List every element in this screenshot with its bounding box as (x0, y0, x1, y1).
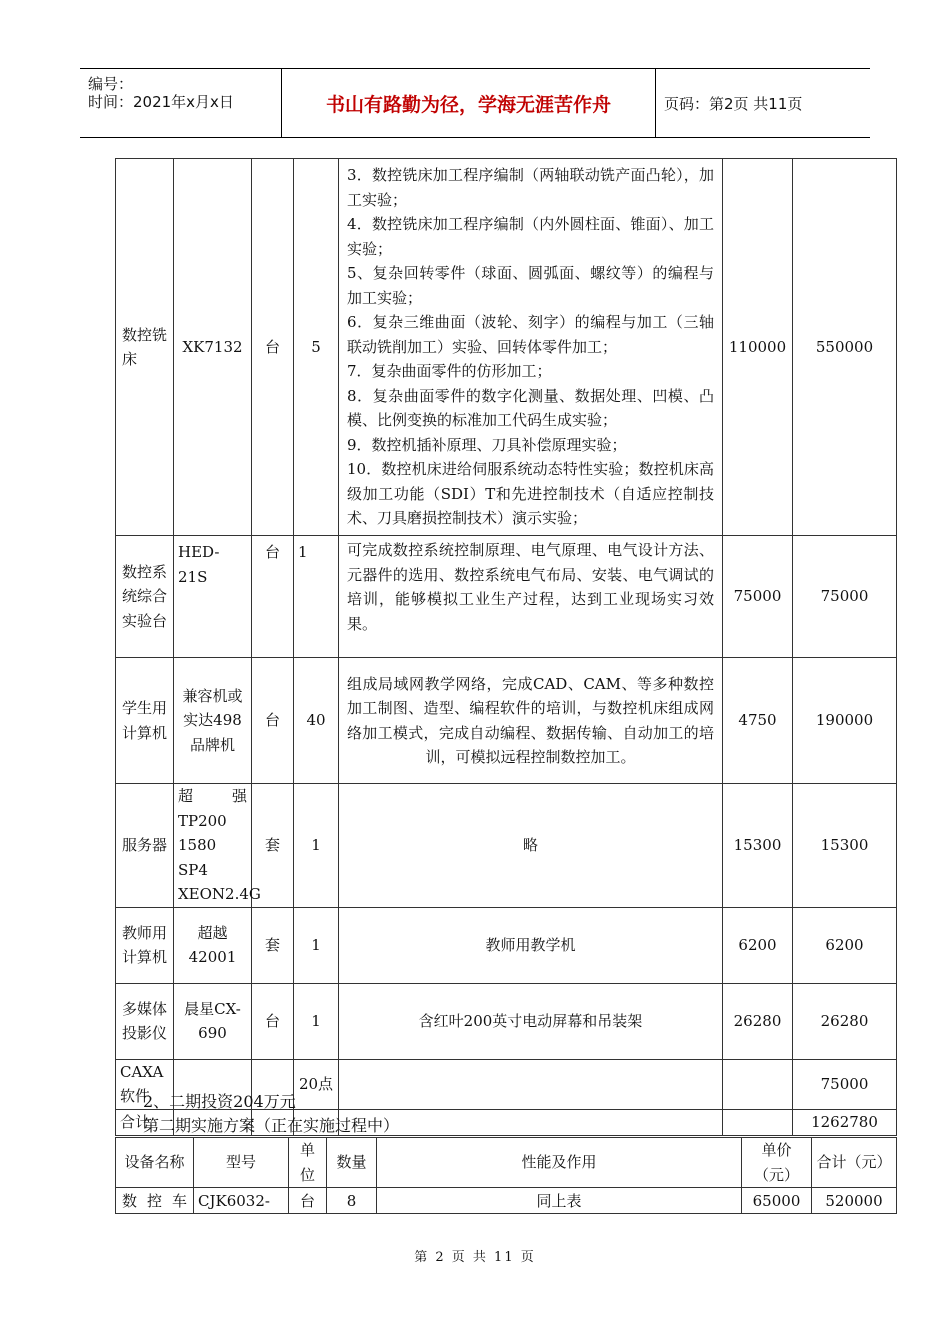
cell-perf: 同上表 (377, 1188, 742, 1214)
table-row (116, 1188, 897, 1214)
cell-perf: 教师用教学机 (339, 907, 723, 983)
phase2-subheading: 第二期实施方案（正在实施过程中） (143, 1116, 400, 1135)
cell-name: 服务器 (116, 784, 174, 908)
empty-cell (723, 1109, 793, 1135)
cell-model: HED-21S (174, 536, 252, 658)
cell-perf: 可完成数控系统控制原理、电气原理、电气设计方法、元器件的选用、数控系统电气布局、安装、电气调试的培训，能够模拟工业生产过程，达到工业现场实习效果。 (339, 536, 723, 658)
cell-unit: 台 (289, 1188, 327, 1214)
cell-unit: 台 (252, 983, 294, 1059)
cell-model: CJK6032- (194, 1188, 289, 1214)
cell-name: 数控车 (116, 1188, 194, 1214)
cell-model: 超越42001 (174, 907, 252, 983)
cell-total: 520000 (812, 1188, 897, 1214)
cell-qty: 20点 (294, 1059, 339, 1109)
number-label: 编号： (88, 75, 134, 93)
cell-qty: 1 (294, 983, 339, 1059)
cell-total: 190000 (793, 658, 897, 784)
cell-unit: 台 (252, 536, 294, 658)
time-label: 时间：2021年x月x日 (88, 93, 234, 111)
sum-label: 合计 (116, 1109, 174, 1135)
table-row (116, 907, 897, 983)
cell-name: 教师用计算机 (116, 907, 174, 983)
cell-model: XK7132 (174, 159, 252, 536)
page-header (80, 68, 870, 138)
perf-line: 5、复杂回转零件（球面、圆弧面、螺纹等）的编程与加工实验； (347, 264, 714, 307)
cell-qty: 8 (327, 1188, 377, 1214)
cell-name: CAXA软件 (116, 1059, 174, 1109)
cell-qty: 40 (294, 658, 339, 784)
cell-price: 6200 (723, 907, 793, 983)
cell-unit: 台 (252, 159, 294, 536)
cell-qty: 1 (294, 536, 339, 658)
phase2-table (115, 1137, 897, 1214)
header-row (116, 1138, 897, 1188)
col-header-qty: 数量 (327, 1138, 377, 1188)
perf-line: 4．数控铣床加工程序编制（内外圆柱面、锥面）、加工实验； (347, 215, 714, 258)
cell-perf: 组成局域网教学网络，完成CAD、CAM、等多种数控加工制图、造型、编程软件的培训，与数控机床组成网络加工模式，完成自动编程、数据传输、自动加工的培训，可模拟远程控制数控加工。 (339, 658, 723, 784)
cell-total: 15300 (793, 784, 897, 908)
perf-line: 7．复杂曲面零件的仿形加工； (347, 362, 552, 381)
col-header-perf: 性能及作用 (377, 1138, 742, 1188)
cell-name: 多媒体投影仪 (116, 983, 174, 1059)
table-row (116, 784, 897, 908)
perf-line: 6．复杂三维曲面（波轮、刻字）的编程与加工（三轴联动铣削加工）实验、回转体零件加工； (347, 313, 714, 356)
cell-model: 兼容机或实达498品牌机 (174, 658, 252, 784)
phase2-heading: 2、二期投资204万元 (143, 1092, 296, 1111)
cell-name: 学生用计算机 (116, 658, 174, 784)
cell-price: 26280 (723, 983, 793, 1059)
cell-total: 6200 (793, 907, 897, 983)
cell-model: 晨星CX-690 (174, 983, 252, 1059)
col-header-total: 合计（元） (812, 1138, 897, 1188)
cell-unit: 套 (252, 907, 294, 983)
perf-line: 10．数控机床进给伺服系统动态特性实验；数控机床高级加工功能（SDI）T和先进控制技术（自适应控制技术、刀具磨损控制技术）演示实验； (347, 460, 714, 528)
perf-line: 9．数控机插补原理、刀具补偿原理实验； (347, 435, 627, 454)
header-meta (80, 69, 282, 137)
table-row (116, 658, 897, 784)
cell-total: 75000 (793, 536, 897, 658)
col-header-price: 单价（元） (742, 1138, 812, 1188)
cell-perf (339, 159, 723, 536)
sum-total: 1262780 (793, 1109, 897, 1135)
cell-name: 数控铣床 (116, 159, 174, 536)
cell-perf: 含红叶200英寸电动屏幕和吊装架 (339, 983, 723, 1059)
cell-price: 15300 (723, 784, 793, 908)
col-header-unit: 单位 (289, 1138, 327, 1188)
cell-unit: 套 (252, 784, 294, 908)
cell-qty: 1 (294, 784, 339, 908)
page-indicator: 页码：第2页 共11页 (664, 94, 803, 113)
cell-name: 数控系统综合实验台 (116, 536, 174, 658)
cell-price: 65000 (742, 1188, 812, 1214)
cell-price (723, 1059, 793, 1109)
cell-price: 4750 (723, 658, 793, 784)
col-header-name: 设备名称 (116, 1138, 194, 1188)
table-row (116, 536, 897, 658)
cell-price: 110000 (723, 159, 793, 536)
col-header-model: 型号 (194, 1138, 289, 1188)
cell-qty: 5 (294, 159, 339, 536)
page-footer: 第 2 页 共 11 页 (414, 1250, 536, 1265)
cell-total: 26280 (793, 983, 897, 1059)
cell-total: 550000 (793, 159, 897, 536)
motto: 书山有路勤为径，学海无涯苦作舟 (282, 69, 656, 137)
equipment-table (115, 158, 897, 1136)
cell-perf (339, 1059, 723, 1109)
cell-unit: 台 (252, 658, 294, 784)
cell-qty: 1 (294, 907, 339, 983)
perf-line: 8．复杂曲面零件的数字化测量、数据处理、凹模、凸模、比例变换的标准加工代码生成实验； (347, 386, 714, 430)
cell-model: 超强TP200 1580 SP4 XEON2.4G (174, 784, 252, 908)
perf-line: 3．数控铣床加工程序编制（两轴联动铣产面凸轮），加工实验； (347, 166, 714, 209)
table-row (116, 983, 897, 1059)
cell-perf: 略 (339, 784, 723, 908)
cell-price: 75000 (723, 536, 793, 658)
cell-total: 75000 (793, 1059, 897, 1109)
table-row (116, 159, 897, 536)
